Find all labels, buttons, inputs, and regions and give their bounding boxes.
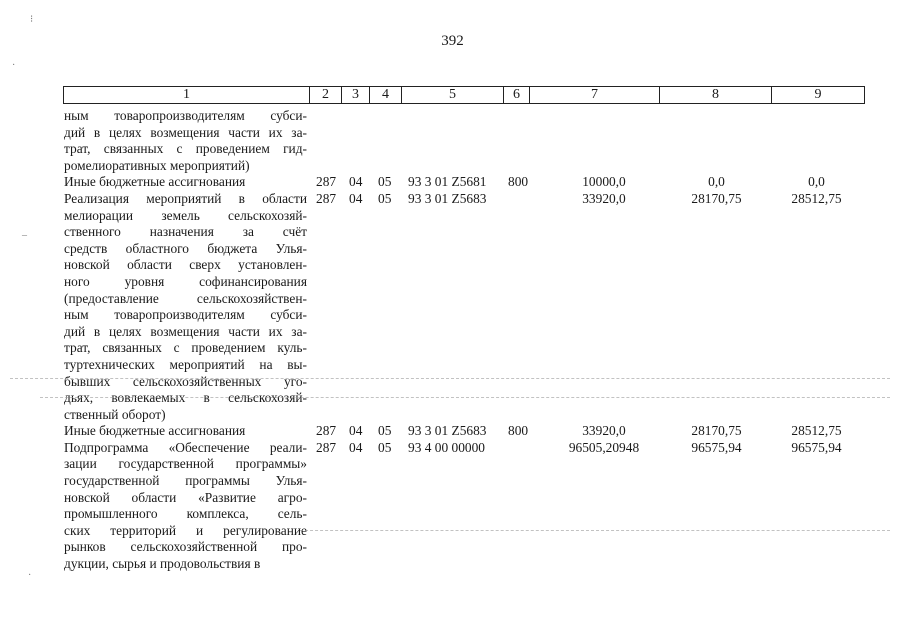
description-line: ственный оборот) — [64, 406, 166, 422]
cell-col-5: 93 4 00 00000 — [408, 439, 485, 455]
scan-artifact-line — [40, 397, 890, 398]
margin-mark: · — [12, 60, 16, 71]
description-line: Иные бюджетные ассигнования — [64, 174, 246, 190]
column-header: 5 — [402, 87, 504, 104]
table-row — [64, 174, 864, 191]
cell-col-4: 05 — [378, 439, 392, 455]
description-line: ских территорий и регулирование — [64, 522, 307, 538]
description-line: ственного назначения за счёт — [64, 224, 307, 240]
budget-table-body — [64, 108, 864, 573]
cell-col-3: 04 — [349, 423, 363, 439]
column-header: 1 — [64, 87, 310, 104]
description-line: туртехнических мероприятий на вы- — [64, 356, 307, 372]
column-header: 8 — [660, 87, 772, 104]
column-header-row — [64, 87, 865, 104]
description-line: новской области сверх установлен- — [64, 257, 307, 273]
cell-col-2: 287 — [316, 423, 337, 439]
page-number: 392 — [441, 33, 464, 49]
table-row — [64, 191, 864, 423]
cell-col-8: 0,0 — [708, 174, 725, 190]
cell-col-2: 287 — [316, 174, 337, 190]
column-header: 3 — [342, 87, 370, 104]
description-line: мелиорации земель сельскохозяй- — [64, 207, 307, 223]
cell-col-3: 04 — [349, 439, 363, 455]
table-row — [64, 108, 864, 174]
row-description — [64, 108, 307, 174]
description-line: дьях, вовлекаемых в сельскохозяй- — [64, 390, 307, 406]
row-description — [64, 191, 307, 423]
margin-mark: – — [22, 230, 27, 241]
column-header: 9 — [772, 87, 865, 104]
cell-col-9: 0,0 — [808, 174, 825, 190]
cell-col-7: 33920,0 — [582, 423, 626, 439]
table-row — [64, 423, 864, 440]
scan-artifact-line — [10, 378, 890, 379]
cell-col-8: 28170,75 — [691, 190, 742, 206]
margin-mark: · — [28, 570, 32, 581]
description-line: средств областного бюджета Улья- — [64, 240, 307, 256]
cell-col-7: 96505,20948 — [568, 439, 640, 455]
description-line: зации государственной программы» — [64, 456, 307, 472]
row-description — [64, 440, 307, 573]
cell-col-6: 800 — [508, 423, 529, 439]
cell-col-4: 05 — [378, 174, 392, 190]
description-line: Реализация мероприятий в области — [64, 190, 307, 206]
cell-col-7: 33920,0 — [582, 190, 626, 206]
cell-col-2: 287 — [316, 190, 337, 206]
description-line: ромелиоративных мероприятий) — [64, 157, 250, 173]
cell-col-9: 28512,75 — [791, 190, 842, 206]
cell-col-9: 28512,75 — [791, 423, 842, 439]
column-header-table — [63, 86, 865, 104]
cell-col-7: 10000,0 — [582, 174, 626, 190]
description-line: государственной программы Улья- — [64, 473, 307, 489]
description-line: трат, связанных с проведением гид- — [64, 141, 307, 157]
cell-col-3: 04 — [349, 174, 363, 190]
cell-col-2: 287 — [316, 439, 337, 455]
description-line: (предоставление сельскохозяйствен- — [64, 290, 307, 306]
table-row — [64, 440, 864, 573]
cell-col-8: 96575,94 — [691, 439, 742, 455]
cell-col-9: 96575,94 — [791, 439, 842, 455]
cell-col-8: 28170,75 — [691, 423, 742, 439]
cell-col-5: 93 3 01 Z5681 — [408, 174, 487, 190]
cell-col-3: 04 — [349, 190, 363, 206]
description-line: трат, связанных с проведением куль- — [64, 340, 307, 356]
cell-col-4: 05 — [378, 423, 392, 439]
cell-col-4: 05 — [378, 190, 392, 206]
description-line: дий в целях возмещения части их за- — [64, 124, 307, 140]
column-header: 4 — [370, 87, 402, 104]
description-line: бывших сельскохозяйственных уго- — [64, 373, 307, 389]
column-header: 7 — [530, 87, 660, 104]
cell-col-5: 93 3 01 Z5683 — [408, 190, 487, 206]
description-line: ным товаропроизводителям субси- — [64, 108, 307, 123]
description-line: промышленного комплекса, сель- — [64, 506, 307, 522]
description-line: дукции, сырья и продовольствия в — [64, 556, 261, 572]
description-line: дий в целях возмещения части их за- — [64, 323, 307, 339]
cell-col-5: 93 3 01 Z5683 — [408, 423, 487, 439]
description-line: новской области «Развитие агро- — [64, 489, 307, 505]
column-header: 6 — [504, 87, 530, 104]
column-header: 2 — [310, 87, 342, 104]
description-line: рынков сельскохозяйственной про- — [64, 539, 307, 555]
margin-mark: ⁝ — [30, 14, 34, 25]
description-line: ного уровня софинансирования — [64, 273, 307, 289]
description-line: ным товаропроизводителям субси- — [64, 307, 307, 323]
row-description — [64, 423, 307, 440]
scan-artifact-line — [300, 530, 890, 531]
row-description — [64, 174, 307, 191]
description-line: Подпрограмма «Обеспечение реали- — [64, 439, 307, 455]
cell-col-6: 800 — [508, 174, 529, 190]
description-line: Иные бюджетные ассигнования — [64, 423, 246, 439]
